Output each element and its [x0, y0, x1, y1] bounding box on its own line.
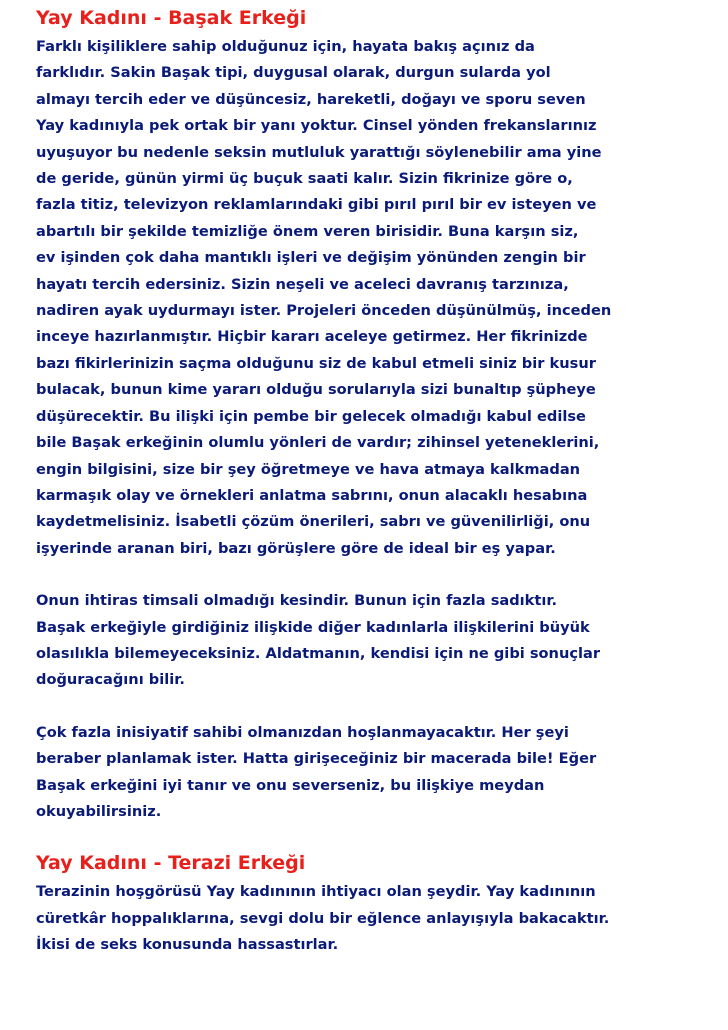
- document-page: [36, 2, 704, 959]
- text-line: Terazinin hoşgörüsü Yay kadınının ihtiyacı olan şeydir. Yay kadınının: [36, 883, 596, 901]
- text-line: Yay kadınıyla pek ortak bir yanı yoktur. Cinsel yönden frekanslarınız: [36, 117, 597, 135]
- paragraph-spacer: [36, 562, 704, 588]
- text-line: Çok fazla inisiyatif sahibi olmanızdan hoşlanmayacaktır. Her şeyi: [36, 723, 569, 741]
- text-line: İkisi de seks konusunda hassastırlar.: [36, 936, 339, 954]
- text-line: işyerinde aranan biri, bazı görüşlere göre de ideal bir eş yapar.: [36, 539, 556, 557]
- text-line: uyuşuyor bu nedenle seksin mutluluk yarattığı söylenebilir ama yine: [36, 143, 602, 161]
- section-spacer: [36, 825, 704, 847]
- text-line: bile Başak erkeğinin olumlu yönleri de vardır; zihinsel yeteneklerini,: [36, 434, 600, 452]
- paragraph-basak-1: [36, 34, 704, 562]
- text-line: okuyabilirsiniz.: [36, 802, 162, 820]
- text-line: engin bilgisini, size bir şey öğretmeye ve hava atmaya kalkmadan: [36, 460, 581, 478]
- text-line: inceye hazırlanmıştır. Hiçbir kararı aceleye getirmez. Her fikrinizde: [36, 328, 588, 346]
- text-line: Farklı kişiliklere sahip olduğunuz için, hayata bakış açınız da: [36, 38, 535, 55]
- text-line: Onun ihtiras timsali olmadığı kesindir. Bunun için fazla sadıktır.: [36, 592, 558, 610]
- paragraph-terazi-1: [36, 879, 704, 958]
- text-line: karmaşık olay ve örnekleri anlatma sabrını, onun alacaklı hesabına: [36, 486, 588, 504]
- section-heading-basak: Yay Kadını - Başak Erkeği: [36, 7, 307, 29]
- paragraph-basak-3: [36, 720, 704, 826]
- text-line: kaydetmelisiniz. İsabetli çözüm önerileri, sabrı ve güvenilirliği, onu: [36, 513, 591, 531]
- text-line: bazı fikirlerinizin saçma olduğunu siz de kabul etmeli siniz bir kusur: [36, 354, 596, 372]
- text-line: hayatı tercih edersiniz. Sizin neşeli ve aceleci davranış tarzınıza,: [36, 275, 569, 293]
- text-line: olasılıkla bilemeyeceksiniz. Aldatmanın, kendisi için ne gibi sonuçlar: [36, 644, 601, 662]
- text-line: beraber planlamak ister. Hatta girişeceğiniz bir macerada bile! Eğer: [36, 750, 597, 768]
- text-line: doğuracağını bilir.: [36, 671, 185, 689]
- text-line: Başak erkeğini iyi tanır ve onu severseniz, bu ilişkiye meydan: [36, 776, 545, 794]
- text-line: ev işinden çok daha mantıklı işleri ve değişim yönünden zengin bir: [36, 249, 586, 267]
- text-line: de geride, günün yirmi üç buçuk saati kalır. Sizin fikrinize göre o,: [36, 170, 573, 188]
- paragraph-basak-2: [36, 588, 704, 694]
- text-line: farklıdır. Sakin Başak tipi, duygusal olarak, durgun sularda yol: [36, 64, 551, 82]
- section-heading-terazi: Yay Kadını - Terazi Erkeği: [36, 852, 306, 875]
- text-line: nadiren ayak uydurmayı ister. Projeleri önceden düşünülmüş, inceden: [36, 302, 612, 320]
- text-line: abartılı bir şekilde temizliğe önem veren birisidir. Buna karşın siz,: [36, 222, 579, 240]
- text-line: bulacak, bunun kime yararı olduğu sorularıyla sizi bunaltıp şüpheye: [36, 381, 596, 399]
- text-line: cüretkâr hoppalıklarına, sevgi dolu bir eğlence anlayışıyla bakacaktır.: [36, 909, 610, 927]
- text-line: almayı tercih eder ve düşüncesiz, hareketli, doğayı ve sporu seven: [36, 90, 586, 108]
- text-line: düşürecektir. Bu ilişki için pembe bir gelecek olmadığı kabul edilse: [36, 407, 586, 425]
- text-line: Başak erkeğiyle girdiğiniz ilişkide diğer kadınlarla ilişkilerini büyük: [36, 618, 590, 636]
- text-line: fazla titiz, televizyon reklamlarındaki gibi pırıl pırıl bir ev isteyen ve: [36, 196, 597, 214]
- paragraph-spacer: [36, 694, 704, 720]
